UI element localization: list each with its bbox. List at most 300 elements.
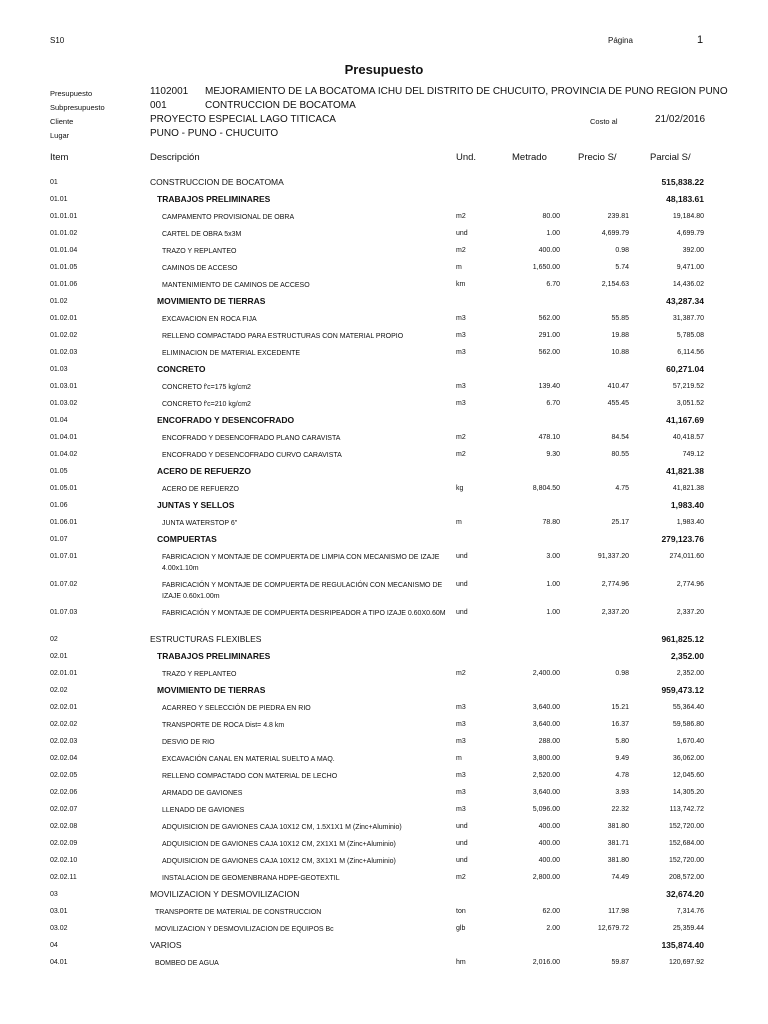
row-parcial: 31,387.70 <box>672 315 704 322</box>
presupuesto-code: 1102001 <box>150 86 189 97</box>
row-description: FABRICACIÓN Y MONTAJE DE COMPUERTA DE REGULACIÓN CON MECANISMO DE IZAJE 0.60x1.00m <box>162 582 443 600</box>
subpresupuesto-name: CONTRUCCION DE BOCATOMA <box>205 100 356 111</box>
row-precio: 381.80 <box>607 857 629 864</box>
row-description: TRAZO Y REPLANTEO <box>162 671 237 678</box>
page-number: 1 <box>697 34 704 46</box>
row-item: 02.02.06 <box>50 789 78 796</box>
row-description: MANTENIMIENTO DE CAMINOS DE ACCESO <box>162 282 310 289</box>
row-metrado: 400.00 <box>538 857 560 864</box>
row-item: 01.04 <box>50 417 68 424</box>
row-unit: hm <box>456 959 466 966</box>
col-metrado: Metrado <box>512 152 547 163</box>
row-unit: m3 <box>456 806 466 813</box>
row-description: CAMPAMENTO PROVISIONAL DE OBRA <box>162 214 295 221</box>
row-unit: m3 <box>456 315 466 322</box>
row-description: ACERO DE REFUERZO <box>162 486 240 493</box>
row-description: TRANSPORTE DE ROCA Dist= 4.8 km <box>162 722 285 729</box>
row-metrado: 478.10 <box>538 434 560 441</box>
row-metrado: 288.00 <box>538 738 560 745</box>
row-item: 01.07.02 <box>50 581 78 588</box>
row-item: 01 <box>50 179 58 186</box>
row-unit: und <box>456 609 468 616</box>
row-unit: m3 <box>456 400 466 407</box>
table-row <box>0 261 768 278</box>
row-item: 02.02.10 <box>50 857 78 864</box>
row-description: TRAZO Y REPLANTEO <box>162 248 237 255</box>
col-precio: Precio S/ <box>578 152 617 163</box>
row-item: 01.03.02 <box>50 400 78 407</box>
column-header-row <box>0 152 768 168</box>
row-metrado: 400.00 <box>538 823 560 830</box>
row-parcial: 14,305.20 <box>672 789 704 796</box>
row-metrado: 1.00 <box>546 230 560 237</box>
row-item: 01.01.04 <box>50 247 78 254</box>
row-metrado: 3,640.00 <box>532 789 560 796</box>
row-parcial: 152,720.00 <box>668 823 704 830</box>
row-parcial: 4,699.79 <box>676 230 704 237</box>
row-parcial: 5,785.08 <box>676 332 704 339</box>
row-metrado: 5,096.00 <box>532 806 560 813</box>
table-row <box>0 499 768 516</box>
table-row <box>0 578 768 606</box>
row-precio: 59.87 <box>611 959 629 966</box>
row-item: 02.01.01 <box>50 670 78 677</box>
table-row <box>0 820 768 837</box>
row-metrado: 3,640.00 <box>532 721 560 728</box>
row-description: MOVILIZACION Y DESMOVILIZACION <box>150 889 300 899</box>
row-description: ESTRUCTURAS FLEXIBLES <box>150 634 262 644</box>
row-parcial: 25,359.44 <box>672 925 704 932</box>
table-row <box>0 718 768 735</box>
table-row <box>0 871 768 888</box>
subpresupuesto-label: Subpresupuesto <box>50 103 105 112</box>
row-unit: m3 <box>456 332 466 339</box>
row-parcial: 48,183.61 <box>666 194 704 204</box>
row-item: 01.02.03 <box>50 349 78 356</box>
row-parcial: 135,874.40 <box>661 940 704 950</box>
row-metrado: 78.80 <box>542 519 560 526</box>
page-label: Página <box>608 36 633 45</box>
row-precio: 0.98 <box>615 247 629 254</box>
row-metrado: 3,640.00 <box>532 704 560 711</box>
row-parcial: 7,314.76 <box>676 908 704 915</box>
row-item: 01.03.01 <box>50 383 78 390</box>
row-precio: 455.45 <box>607 400 629 407</box>
row-description: CARTEL DE OBRA 5x3M <box>162 231 242 238</box>
table-row <box>0 854 768 871</box>
row-description: ARMADO DE GAVIONES <box>162 790 243 797</box>
table-row <box>0 193 768 210</box>
row-precio: 91,337.20 <box>597 553 629 560</box>
row-metrado: 2,800.00 <box>532 874 560 881</box>
row-parcial: 41,167.69 <box>666 415 704 425</box>
row-description: CONSTRUCCION DE BOCATOMA <box>150 177 284 187</box>
row-description: CONCRETO f'c=175 kg/cm2 <box>162 384 251 391</box>
row-metrado: 8,804.50 <box>532 485 560 492</box>
table-row <box>0 939 768 956</box>
row-precio: 22.32 <box>611 806 629 813</box>
row-item: 02.02.04 <box>50 755 78 762</box>
row-item: 01.07.03 <box>50 609 78 616</box>
system-code: S10 <box>50 36 65 45</box>
row-precio: 3.93 <box>615 789 629 796</box>
col-und: Und. <box>456 152 477 163</box>
row-metrado: 291.00 <box>538 332 560 339</box>
row-description: ADQUISICION DE GAVIONES CAJA 10X12 CM, 3X1X1 M (Zinc+Aluminio) <box>162 858 396 865</box>
row-unit: m <box>456 264 462 271</box>
table-row <box>0 363 768 380</box>
row-item: 01.01 <box>50 196 68 203</box>
row-description: DESVIO DE RIO <box>162 739 215 746</box>
row-description: ENCOFRADO Y DESENCOFRADO PLANO CARAVISTA <box>162 435 341 442</box>
row-precio: 19.88 <box>611 332 629 339</box>
costo-date: 21/02/2016 <box>655 114 706 125</box>
presupuesto-name: MEJORAMIENTO DE LA BOCATOMA ICHU DEL DISTRITO DE CHUCUITO, PROVINCIA DE PUNO REGION PUNO <box>205 86 728 97</box>
row-precio: 117.98 <box>608 908 629 915</box>
row-description: ENCOFRADO Y DESENCOFRADO <box>157 415 295 425</box>
row-metrado: 6.70 <box>546 400 560 407</box>
row-item: 03 <box>50 891 58 898</box>
col-item: Item <box>50 152 69 163</box>
row-metrado: 139.40 <box>538 383 560 390</box>
table-row <box>0 888 768 905</box>
presupuesto-label: Presupuesto <box>50 89 93 98</box>
row-unit: m3 <box>456 349 466 356</box>
row-parcial: 120,697.92 <box>668 959 704 966</box>
row-unit: ton <box>456 908 466 915</box>
cliente-label: Cliente <box>50 117 74 126</box>
row-metrado: 1.00 <box>546 609 560 616</box>
row-item: 02.02.03 <box>50 738 78 745</box>
row-unit: und <box>456 823 468 830</box>
row-item: 01.01.01 <box>50 213 78 220</box>
row-item: 04 <box>50 942 58 949</box>
row-metrado: 1.00 <box>546 581 560 588</box>
cliente-name: PROYECTO ESPECIAL LAGO TITICACA <box>150 114 336 125</box>
table-row <box>0 295 768 312</box>
row-unit: m3 <box>456 383 466 390</box>
table-row <box>0 905 768 922</box>
row-precio: 239.81 <box>607 213 629 220</box>
table-row <box>0 465 768 482</box>
row-parcial: 1,983.40 <box>670 500 704 510</box>
row-unit: m <box>456 755 462 762</box>
row-precio: 12,679.72 <box>597 925 629 932</box>
row-precio: 0.98 <box>615 670 629 677</box>
table-row <box>0 533 768 550</box>
row-unit: m <box>456 519 462 526</box>
row-parcial: 113,742.72 <box>669 806 704 813</box>
row-item: 01.06.01 <box>50 519 78 526</box>
row-parcial: 1,983.40 <box>676 519 704 526</box>
row-unit: m3 <box>456 721 466 728</box>
row-item: 02.02.01 <box>50 704 78 711</box>
row-parcial: 749.12 <box>682 451 704 458</box>
row-description: LLENADO DE GAVIONES <box>162 807 245 814</box>
row-unit: kg <box>456 485 464 492</box>
row-precio: 4.78 <box>615 772 629 779</box>
row-parcial: 1,670.40 <box>676 738 704 745</box>
row-item: 02.02.07 <box>50 806 78 813</box>
row-metrado: 80.00 <box>542 213 560 220</box>
row-item: 01.02.01 <box>50 315 78 322</box>
row-metrado: 562.00 <box>538 349 560 356</box>
row-description: MOVIMIENTO DE TIERRAS <box>157 685 266 695</box>
row-description: FABRICACION Y MONTAJE DE COMPUERTA DE LIMPIA CON MECANISMO DE IZAJE 4.00x1.10m <box>162 554 440 572</box>
row-description: COMPUERTAS <box>157 534 217 544</box>
row-parcial: 9,471.00 <box>676 264 704 271</box>
row-precio: 4.75 <box>615 485 629 492</box>
row-description: ADQUISICION DE GAVIONES CAJA 10X12 CM, 1.5X1X1 M (Zinc+Aluminio) <box>162 824 402 831</box>
row-description: CONCRETO f'c=210 kg/cm2 <box>162 401 251 408</box>
row-parcial: 152,720.00 <box>668 857 704 864</box>
row-item: 01.07.01 <box>50 553 78 560</box>
row-precio: 410.47 <box>607 383 629 390</box>
row-item: 01.03 <box>50 366 68 373</box>
row-precio: 25.17 <box>611 519 629 526</box>
table-row <box>0 278 768 295</box>
document-title: Presupuesto <box>344 62 424 77</box>
row-parcial: 515,838.22 <box>661 177 704 187</box>
row-metrado: 2.00 <box>546 925 560 932</box>
table-row <box>0 312 768 329</box>
table-row <box>0 956 768 973</box>
row-item: 01.05 <box>50 468 68 475</box>
row-item: 02.01 <box>50 653 68 660</box>
row-parcial: 2,352.00 <box>670 651 704 661</box>
row-metrado: 9.30 <box>546 451 560 458</box>
row-precio: 15.21 <box>611 704 629 711</box>
row-parcial: 36,062.00 <box>672 755 704 762</box>
row-metrado: 1,650.00 <box>532 264 560 271</box>
row-parcial: 43,287.34 <box>666 296 704 306</box>
row-metrado: 400.00 <box>538 840 560 847</box>
row-description: TRANSPORTE DE MATERIAL DE CONSTRUCCION <box>155 909 322 916</box>
row-description: ACARREO Y SELECCIÓN DE PIEDRA EN RIO <box>162 705 311 712</box>
row-description: EXCAVACION EN ROCA FIJA <box>162 316 257 323</box>
row-description: CAMINOS DE ACCESO <box>162 265 238 272</box>
row-description: INSTALACION DE GEOMENBRANA HDPE-GEOTEXTIL <box>162 875 340 882</box>
row-parcial: 2,352.00 <box>676 670 704 677</box>
row-item: 01.01.02 <box>50 230 78 237</box>
table-row <box>0 397 768 414</box>
row-unit: glb <box>456 925 466 932</box>
row-unit: m2 <box>456 213 466 220</box>
table-row <box>0 922 768 939</box>
row-item: 02.02.09 <box>50 840 78 847</box>
row-item: 03.02 <box>50 925 68 932</box>
row-item: 01.04.01 <box>50 434 78 441</box>
table-row <box>0 431 768 448</box>
row-precio: 74.49 <box>611 874 629 881</box>
row-parcial: 392.00 <box>682 247 704 254</box>
row-item: 02 <box>50 636 58 643</box>
row-parcial: 2,774.96 <box>676 581 704 588</box>
row-item: 02.02.05 <box>50 772 78 779</box>
row-parcial: 32,674.20 <box>666 889 704 899</box>
table-row <box>0 176 768 193</box>
row-metrado: 6.70 <box>546 281 560 288</box>
row-description: RELLENO COMPACTADO PARA ESTRUCTURAS CON MATERIAL PROPIO <box>162 333 404 340</box>
row-parcial: 59,586.80 <box>672 721 704 728</box>
table-row <box>0 650 768 667</box>
row-item: 02.02.11 <box>50 874 77 881</box>
row-description: JUNTA WATERSTOP 6" <box>162 520 238 527</box>
row-unit: m2 <box>456 451 466 458</box>
col-parcial: Parcial S/ <box>650 152 691 163</box>
row-parcial: 60,271.04 <box>666 364 704 374</box>
row-description: ELIMINACION DE MATERIAL EXCEDENTE <box>162 350 301 357</box>
row-description: ENCOFRADO Y DESENCOFRADO CURVO CARAVISTA <box>162 452 342 459</box>
row-parcial: 208,572.00 <box>668 874 704 881</box>
row-description: RELLENO COMPACTADO CON MATERIAL DE LECHO <box>162 773 338 780</box>
row-precio: 5.74 <box>615 264 629 271</box>
lugar-label: Lugar <box>50 131 70 140</box>
row-description: ADQUISICION DE GAVIONES CAJA 10X12 CM, 2X1X1 M (Zinc+Aluminio) <box>162 841 396 848</box>
row-precio: 16.37 <box>611 721 629 728</box>
subpresupuesto-code: 001 <box>150 100 167 111</box>
row-unit: und <box>456 857 468 864</box>
row-unit: und <box>456 840 468 847</box>
row-item: 01.05.01 <box>50 485 78 492</box>
table-row <box>0 482 768 499</box>
table-row <box>0 752 768 769</box>
table-row <box>0 210 768 227</box>
row-unit: m3 <box>456 704 466 711</box>
row-description: CONCRETO <box>157 364 206 374</box>
table-row <box>0 448 768 465</box>
row-metrado: 400.00 <box>538 247 560 254</box>
row-parcial: 12,045.60 <box>672 772 704 779</box>
table-row <box>0 735 768 752</box>
table-row <box>0 380 768 397</box>
row-item: 02.02.08 <box>50 823 78 830</box>
meta-subpresupuesto <box>0 100 768 113</box>
row-unit: m2 <box>456 247 466 254</box>
budget-table <box>0 176 768 973</box>
row-unit: m3 <box>456 772 466 779</box>
row-parcial: 152,684.00 <box>668 840 704 847</box>
row-metrado: 562.00 <box>538 315 560 322</box>
table-row <box>0 684 768 701</box>
table-row <box>0 346 768 363</box>
row-item: 04.01 <box>50 959 68 966</box>
row-unit: m2 <box>456 670 466 677</box>
table-row <box>0 667 768 684</box>
table-row <box>0 837 768 854</box>
row-description: TRABAJOS PRELIMINARES <box>157 194 271 204</box>
row-parcial: 19,184.80 <box>672 213 704 220</box>
row-unit: und <box>456 581 468 588</box>
row-precio: 4,699.79 <box>601 230 629 237</box>
row-unit: m3 <box>456 789 466 796</box>
row-precio: 2,154.63 <box>601 281 629 288</box>
row-parcial: 961,825.12 <box>661 634 704 644</box>
row-item: 01.01.06 <box>50 281 78 288</box>
row-unit: und <box>456 230 468 237</box>
row-precio: 381.80 <box>607 823 629 830</box>
table-row <box>0 803 768 820</box>
row-description: MOVILIZACION Y DESMOVILIZACION DE EQUIPOS Bc <box>155 926 334 933</box>
row-description: BOMBEO DE AGUA <box>155 960 219 967</box>
row-item: 01.07 <box>50 536 68 543</box>
row-precio: 10.88 <box>611 349 629 356</box>
table-row <box>0 550 768 578</box>
row-precio: 5.80 <box>615 738 629 745</box>
row-description: JUNTAS Y SELLOS <box>157 500 235 510</box>
row-parcial: 14,436.02 <box>672 281 704 288</box>
lugar-name: PUNO - PUNO - CHUCUITO <box>150 128 279 139</box>
table-row <box>0 786 768 803</box>
meta-lugar <box>0 128 768 141</box>
row-precio: 381.71 <box>607 840 629 847</box>
row-item: 01.01.05 <box>50 264 78 271</box>
table-row <box>0 701 768 718</box>
row-description: VARIOS <box>150 940 182 950</box>
row-parcial: 2,337.20 <box>676 609 704 616</box>
row-parcial: 41,821.38 <box>666 466 704 476</box>
costo-label: Costo al <box>590 117 618 126</box>
table-row <box>0 329 768 346</box>
row-metrado: 62.00 <box>542 908 560 915</box>
table-row <box>0 227 768 244</box>
meta-presupuesto <box>0 86 768 99</box>
row-parcial: 279,123.76 <box>661 534 704 544</box>
row-precio: 2,774.96 <box>601 581 629 588</box>
row-precio: 9.49 <box>615 755 629 762</box>
table-row <box>0 516 768 533</box>
meta-cliente <box>0 114 768 127</box>
row-unit: m3 <box>456 738 466 745</box>
row-metrado: 2,520.00 <box>532 772 560 779</box>
table-row <box>0 414 768 431</box>
row-unit: und <box>456 553 468 560</box>
row-precio: 80.55 <box>611 451 629 458</box>
row-parcial: 41,821.38 <box>672 485 704 492</box>
row-description: TRABAJOS PRELIMINARES <box>157 651 271 661</box>
row-metrado: 3,800.00 <box>532 755 560 762</box>
row-metrado: 2,016.00 <box>532 959 560 966</box>
row-parcial: 55,364.40 <box>672 704 704 711</box>
row-precio: 55.85 <box>611 315 629 322</box>
row-parcial: 6,114.56 <box>677 349 704 356</box>
row-description: ACERO DE REFUERZO <box>157 466 251 476</box>
col-descripcion: Descripción <box>150 152 200 163</box>
page-top-line <box>0 34 768 48</box>
row-unit: km <box>456 281 466 288</box>
row-description: EXCAVACIÓN CANAL EN MATERIAL SUELTO A MAQ. <box>162 756 335 763</box>
row-item: 01.06 <box>50 502 68 509</box>
row-unit: m2 <box>456 874 466 881</box>
row-precio: 2,337.20 <box>601 609 629 616</box>
row-parcial: 40,418.57 <box>672 434 704 441</box>
row-parcial: 959,473.12 <box>661 685 704 695</box>
row-item: 02.02.02 <box>50 721 78 728</box>
row-parcial: 274,011.60 <box>669 553 704 560</box>
row-description: MOVIMIENTO DE TIERRAS <box>157 296 266 306</box>
row-item: 01.02 <box>50 298 68 305</box>
table-row <box>0 244 768 261</box>
row-parcial: 57,219.52 <box>672 383 704 390</box>
row-unit: m2 <box>456 434 466 441</box>
row-item: 02.02 <box>50 687 68 694</box>
row-parcial: 3,051.52 <box>676 400 704 407</box>
row-precio: 84.54 <box>611 434 629 441</box>
row-item: 03.01 <box>50 908 68 915</box>
row-item: 01.04.02 <box>50 451 78 458</box>
row-metrado: 3.00 <box>546 553 560 560</box>
row-item: 01.02.02 <box>50 332 78 339</box>
